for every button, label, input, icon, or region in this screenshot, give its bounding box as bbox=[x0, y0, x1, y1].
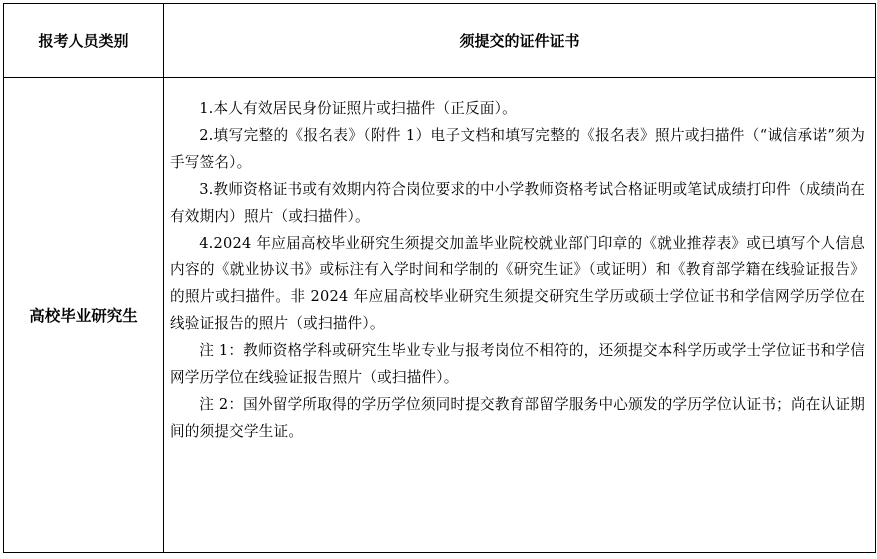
category-cell: 高校毕业研究生 bbox=[4, 78, 164, 553]
header-row bbox=[4, 4, 876, 78]
requirement-item-2: 2.填写完整的《报名表》（附件 1）电子文档和填写完整的《报名表》照片或扫描件（“诚信承诺”须为手写签名）。 bbox=[170, 126, 865, 171]
note-2: 注 2：国外留学所取得的学历学位须同时提交教育部留学服务中心颁发的学历学位认证书；尚在认证期间的须提交学生证。 bbox=[170, 395, 865, 440]
requirement-item-1: 1.本人有效居民身份证照片或扫描件（正反面）。 bbox=[199, 100, 517, 117]
requirement-item-4: 4.2024 年应届高校毕业研究生须提交加盖毕业院校就业部门印章的《就业推荐表》或已填写个人信息内容的《就业协议书》或标注有入学时间和学制的《研究生证》（或证明）和《教育部学籍在线验证报告》的照片或扫描件。非 2024 年应届高校毕业研究生须提交研究生学历或硕士学位证书和学信网学历学位在线验证报告的照片（或扫描件）。 bbox=[170, 234, 865, 333]
header-category: 报考人员类别 bbox=[4, 4, 164, 78]
requirements-table bbox=[3, 3, 876, 553]
requirement-item-3: 3.教师资格证书或有效期内符合岗位要求的中小学教师资格考试合格证明或笔试成绩打印件（成绩尚在有效期内）照片（或扫描件）。 bbox=[170, 180, 865, 225]
header-documents: 须提交的证件证书 bbox=[164, 4, 876, 78]
documents-cell bbox=[164, 78, 876, 553]
note-1: 注 1：教师资格学科或研究生毕业专业与报考岗位不相符的，还须提交本科学历或学士学位证书和学信网学历学位在线验证报告照片（或扫描件）。 bbox=[170, 342, 865, 387]
table-row bbox=[4, 78, 876, 553]
